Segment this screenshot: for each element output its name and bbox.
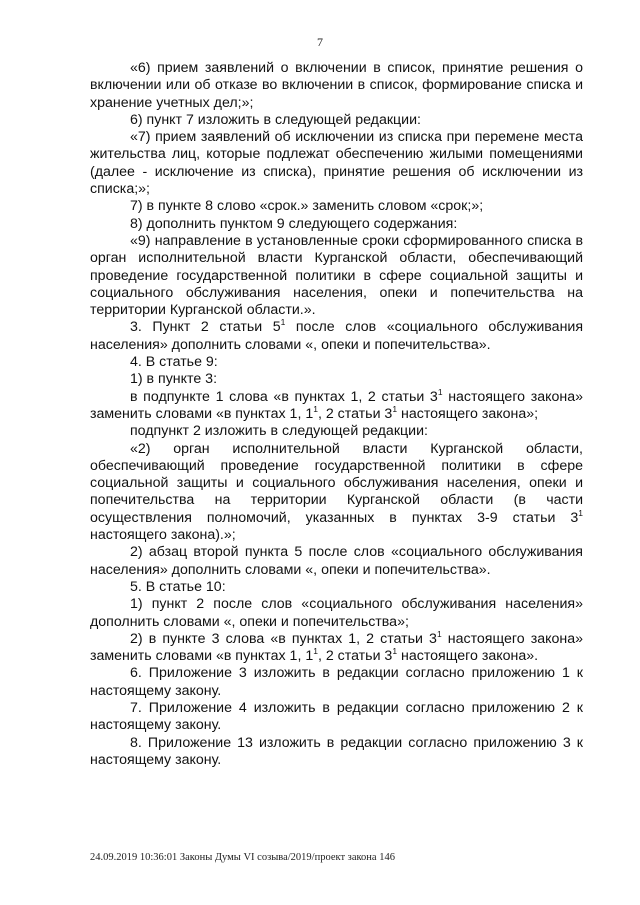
paragraph	[90, 386, 583, 424]
superscript: 1	[313, 403, 318, 414]
text-run: 3. Пункт 2 статьи 5	[130, 319, 281, 336]
footer-stamp: 24.09.2019 10:36:01 Законы Думы VI созыва/2019/проект закона 146	[90, 852, 395, 863]
superscript: 1	[436, 628, 442, 639]
superscript: 1	[578, 507, 583, 518]
paragraph	[90, 628, 583, 666]
superscript: 1	[392, 403, 398, 414]
paragraph: «6) прием заявлений о включении в список, принятие решения о включении или об отказе во включении в список, формирование списка и хранение учетных дел;»;	[90, 60, 583, 111]
text-run: настоящего закона» заменить словами «в пунктах 1, 1	[90, 630, 583, 665]
text-run: 2) в пункте 3 слова «в пунктах 1, 2 статьи 3	[130, 630, 437, 647]
superscript: 1	[280, 317, 286, 328]
paragraph: 5. В статье 10:	[130, 578, 226, 595]
text-run: настоящего закона».	[397, 648, 539, 665]
superscript: 1	[313, 646, 318, 657]
paragraph: 8) дополнить пунктом 9 следующего содержания:	[130, 215, 458, 232]
text-run: настоящего закона»;	[397, 405, 539, 422]
paragraph: 8. Приложение 13 изложить в редакции согласно приложению 3 к настоящему закону.	[90, 734, 583, 768]
text-run: настоящего закона).»;	[90, 527, 236, 544]
text-run: «2) орган исполнительной власти Курганской области, обеспечивающий проведение государственной политики в сфере социальной защиты и социального обслуживания населения, опеки и попечительства на территории Курганской области (в части осуществления полномочий, указанных в пунктах 3-9 статьи 3	[90, 440, 583, 526]
paragraph: 6. Приложение 3 изложить в редакции согласно приложению 1 к настоящему закону.	[90, 665, 583, 699]
text-run: после слов «социального обслуживания населения» дополнить словами «, опеки и попечительства».	[90, 319, 584, 353]
paragraph	[90, 319, 583, 354]
text-run: , 2 статьи 3	[317, 648, 393, 665]
paragraph: 6) пункт 7 изложить в следующей редакции:	[130, 111, 421, 128]
paragraph: «7) прием заявлений об исключении из списка при перемене места жительства лиц, которые подлежат обеспечению жилыми помещениями (далее - исключение из списка), принятие решения об исключении из списка;»;	[90, 129, 583, 198]
document-body	[90, 60, 583, 769]
paragraph: 4. В статье 9:	[130, 354, 218, 371]
paragraph: 2) абзац второй пункта 5 после слов «социального обслуживания населения» дополнить словами «, опеки и попечительства».	[90, 544, 583, 578]
text-run: , 2 статьи 3	[317, 405, 393, 422]
superscript: 1	[392, 646, 398, 657]
paragraph: 1) пункт 2 после слов «социального обслуживания населения» дополнить словами «, опеки и попечительства»;	[90, 596, 583, 630]
paragraph: 7) в пункте 8 слово «срок.» заменить словом «срок;»;	[130, 198, 484, 215]
page-number: 7	[317, 35, 323, 49]
paragraph: 1) в пункте 3:	[130, 371, 218, 388]
superscript: 1	[437, 386, 443, 397]
paragraph: 7. Приложение 4 изложить в редакции согласно приложению 2 к настоящему закону.	[90, 699, 583, 734]
text-run: настоящего закона» заменить словами «в пунктах 1, 1	[90, 388, 583, 422]
paragraph: подпункт 2 изложить в следующей редакции:	[130, 423, 428, 440]
text-run: в подпункте 1 слова «в пунктах 1, 2 статьи 3	[130, 388, 438, 405]
paragraph: «9) направление в установленные сроки сформированного списка в орган исполнительной власти Курганской области, обеспечивающий проведение государственной политики в сфере социальной защиты и социального обслуживания населения, опеки и попечительства на территории Курганской области.».	[90, 232, 583, 319]
paragraph	[90, 441, 583, 545]
